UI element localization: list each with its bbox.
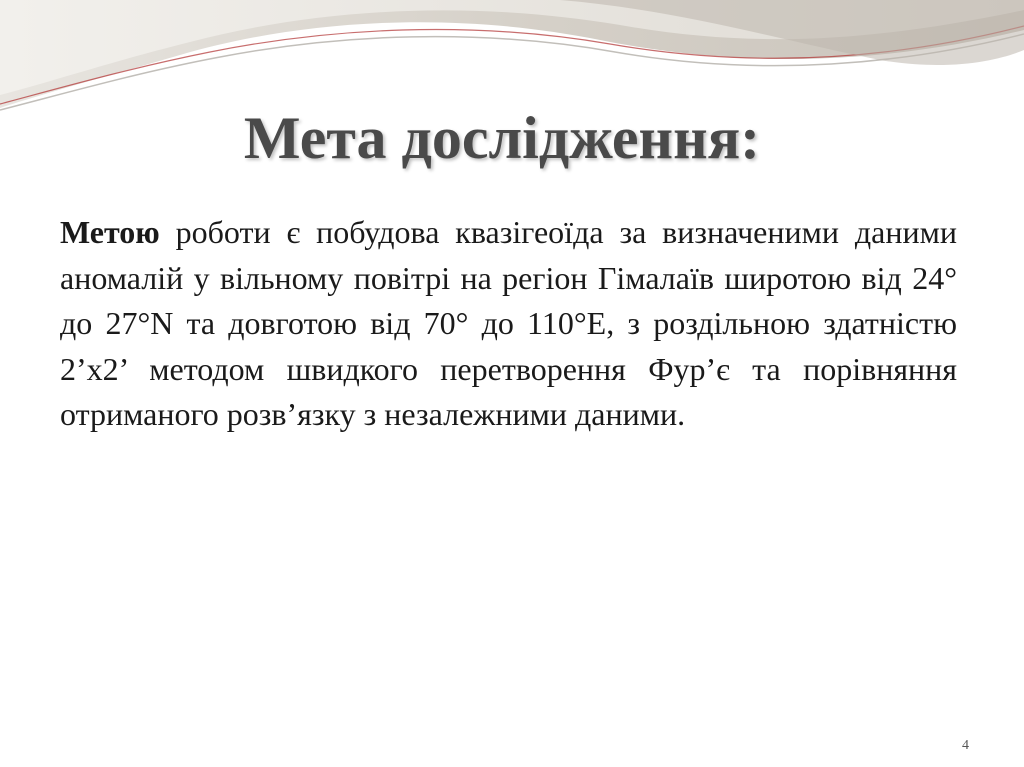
body-bold-lead: Метою <box>60 214 160 250</box>
body-paragraph <box>60 210 957 438</box>
page-number: 4 <box>962 738 969 753</box>
body-text-rest: роботи є побудова квазігеоїда за визначеними даними аномалій у вільному повітрі на регіон Гімалаїв широтою від 24° до 27°N та довготою від 70° до 110°E, з роздільною здатністю 2’x2’ методом швидкого перетворення Фур’є та порівняння отриманого розв’язку з незалежними даними. <box>60 214 957 432</box>
slide-title: Мета дослідження: <box>243 105 761 171</box>
